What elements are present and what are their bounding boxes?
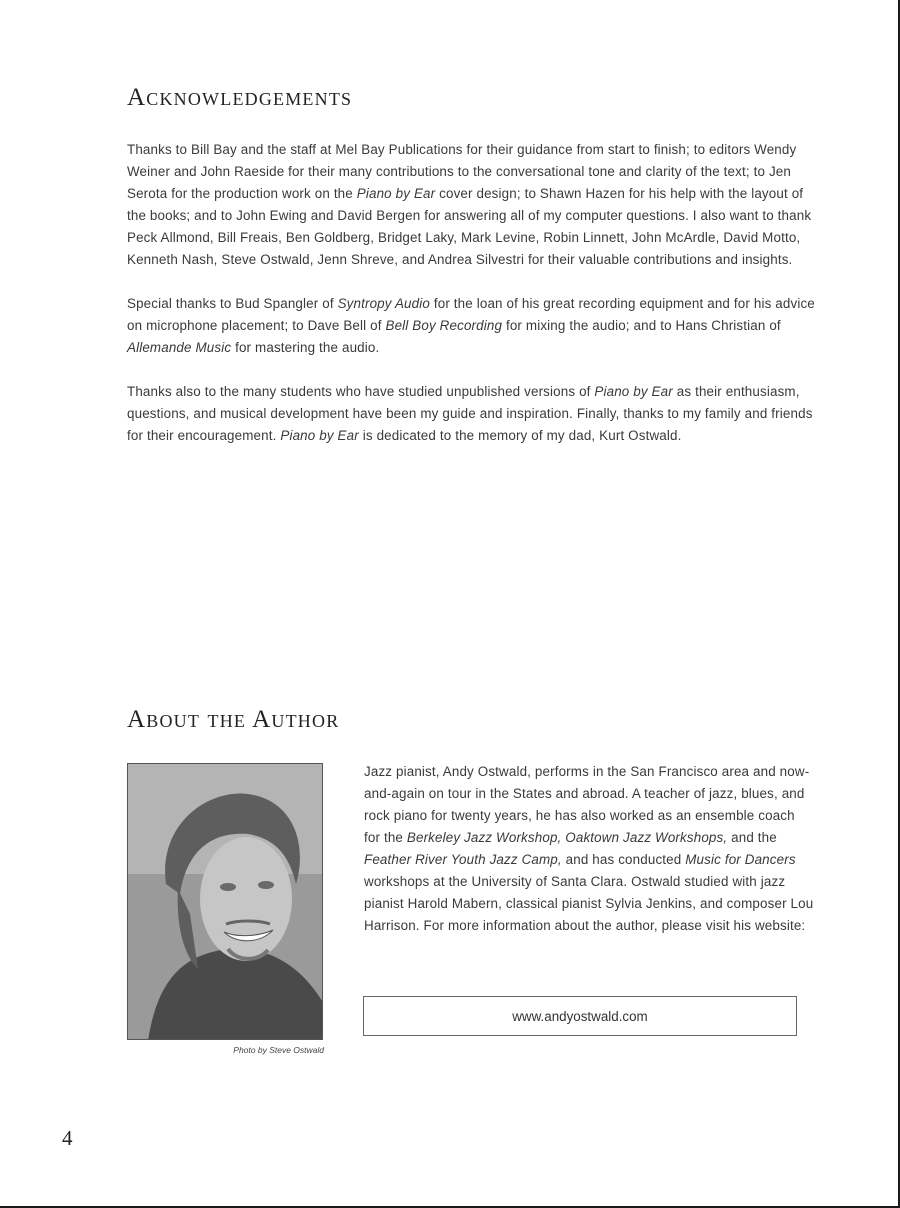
bio-text-c: and the [727, 830, 777, 845]
acknowledgements-body [127, 139, 817, 469]
author-bio-paragraph [364, 761, 814, 937]
ack-p3-text-e: is dedicated to the memory of my dad, Kurt Ostwald. [358, 428, 682, 443]
ack-p1-text-a: Thanks to Bill Bay and the staff at Mel Bay Publications for their guidance from start to finish; to editors Wendy Weiner and John Raeside for their many contributions to the conversational tone and clarity of the text; to Jen Serota for the production work on the [127, 142, 797, 201]
author-bio [364, 761, 814, 937]
ack-p3-text-a: Thanks also to the many students who have studied unpublished versions of [127, 384, 595, 399]
ack-p2-text-c: for the loan of his great recording equipment and for his advice on microphone placement; to Dave Bell of [127, 296, 815, 333]
ack-p3-title-1: Piano by Ear [594, 384, 673, 399]
website-link-box[interactable] [363, 996, 797, 1036]
about-author-heading: About the Author [127, 706, 340, 733]
ack-p2-text-g: for mastering the audio. [231, 340, 380, 355]
bio-text-a: Jazz pianist, Andy Ostwald, performs in the San Francisco area and now-and-again on tour in the States and abroad. A teacher of jazz, blues, and rock piano for twenty years, he has also worked as an ensemble coach for the [364, 764, 810, 845]
ack-paragraph-2 [127, 293, 817, 359]
website-link[interactable]: www.andyostwald.com [512, 1008, 648, 1024]
author-photo [127, 763, 323, 1040]
ack-p2-text-a: Special thanks to Bud Spangler of [127, 296, 338, 311]
bio-text-e: and has conducted [561, 852, 686, 867]
bio-workshops-2: Feather River Youth Jazz Camp, [364, 852, 562, 867]
bio-text-g: workshops at the University of Santa Clara. Ostwald studied with jazz pianist Harold Mabern, classical pianist Sylvia Jenkins, and composer Lou Harrison. For more information about the author, please visit his website: [364, 874, 814, 933]
ack-p2-studio-1: Syntropy Audio [337, 296, 430, 311]
bio-workshops-3: Music for Dancers [685, 852, 796, 867]
ack-p3-title-2: Piano by Ear [280, 428, 359, 443]
ack-p3-text-c: as their enthusiasm, questions, and musical development have been my guide and inspiration. Finally, thanks to my family and friends for their encouragement. [127, 384, 813, 443]
ack-paragraph-1 [127, 139, 817, 271]
acknowledgements-heading: Acknowledgements [127, 84, 353, 111]
ack-p2-studio-3: Allemande Music [127, 340, 232, 355]
photo-credit: Photo by Steve Ostwald [233, 1045, 324, 1055]
ack-p2-text-e: for mixing the audio; and to Hans Christian of [502, 318, 781, 333]
author-photo-illustration [128, 764, 323, 1040]
ack-p1-text-c: cover design; to Shawn Hazen for his help with the layout of the books; and to John Ewing and David Bergen for answering all of my computer questions. I also want to thank Peck Allmond, Bill Freais, Ben Goldberg, Bridget Laky, Mark Levine, Robin Linnett, John McArdle, David Motto, Kenneth Nash, Steve Ostwald, Jenn Shreve, and Andrea Silvestri for their valuable contributions and insights. [127, 186, 812, 267]
bio-workshops-1: Berkeley Jazz Workshop, Oaktown Jazz Workshops, [406, 830, 728, 845]
page-number: 4 [62, 1126, 73, 1150]
ack-p1-title: Piano by Ear [356, 186, 436, 201]
ack-p2-studio-2: Bell Boy Recording [385, 318, 503, 333]
ack-paragraph-3 [127, 381, 817, 447]
